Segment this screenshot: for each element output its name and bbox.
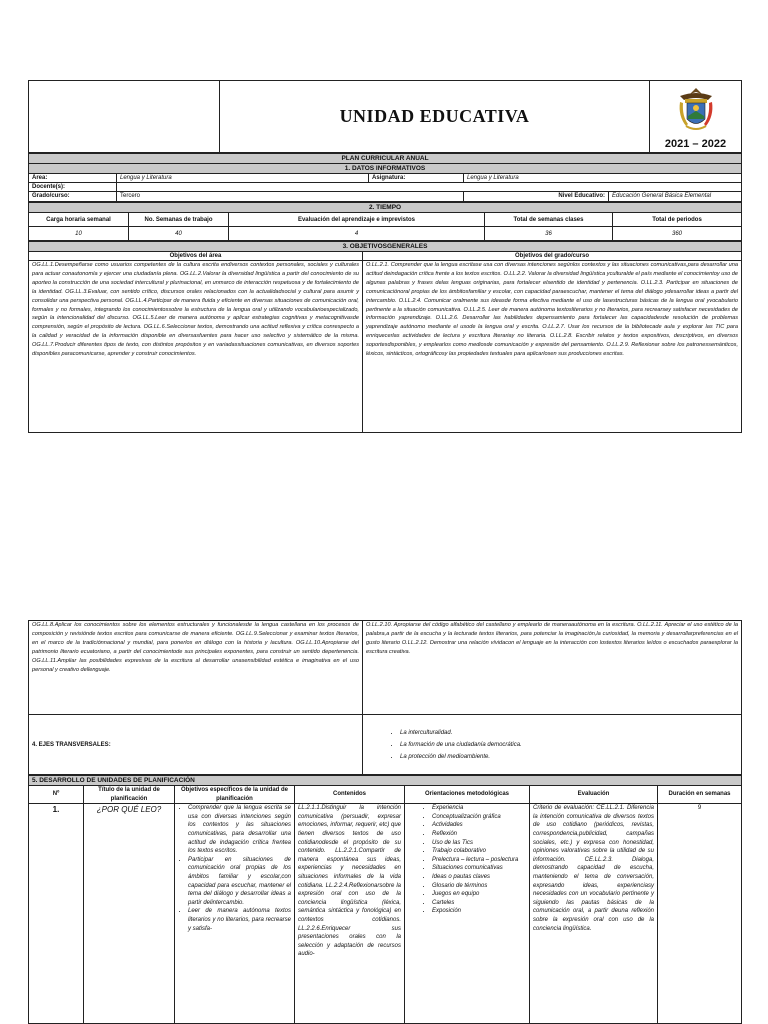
crest-cell [650, 81, 742, 153]
column-header: Evaluación [530, 786, 658, 804]
column-header: Objetivos específicos de la unidad de planificación [175, 786, 295, 804]
objectives-continued-table [28, 620, 742, 775]
column-header: Título de la unidad de planificación [84, 786, 175, 804]
time-table [28, 202, 742, 241]
subject-label: Asignatura: [369, 174, 464, 183]
list-item: • La formación de una ciudadanía democrática. [400, 739, 738, 751]
list-item: • Carteles [432, 899, 526, 908]
list-item: • Uso de las Tics [432, 839, 526, 848]
page-two [28, 620, 741, 1024]
list-item: • Experiencia [432, 804, 526, 813]
list-item: • Trabajo colaborativo [432, 847, 526, 856]
plan-title: PLAN CURRICULAR ANUAL [29, 154, 742, 164]
area-value: Lengua y Literatura [117, 174, 369, 183]
school-year: 2021 – 2022 [664, 137, 727, 150]
unit-title: ¿POR QUÉ LEO? [84, 804, 175, 1024]
column-header: Nº [29, 786, 84, 804]
school-name: UNIDAD EDUCATIVA [220, 81, 650, 153]
list-item: • Ideas o pautas claves [432, 873, 526, 882]
unit-objectives [175, 804, 295, 1024]
time-value: 36 [485, 227, 613, 241]
list-item: • Situaciones comunicativas [432, 864, 526, 873]
list-item: • Participar en situaciones de comunicación oral propias de los ámbitos familiar y escolar,con capacidad para escuchar, mantener el tema del diálogo y desarrollar ideas a partir delintercambio. [188, 856, 291, 908]
teacher-value [117, 183, 742, 192]
grade-value: Tercero [117, 192, 464, 202]
section-1-title: 1. DATOS INFORMATIVOS [29, 164, 742, 174]
level-label: Nivel Educativo: [464, 192, 609, 202]
unit-duration: 9 [658, 804, 742, 1024]
grade-objectives-header: Objetivos del grado/curso [363, 252, 742, 261]
list-item: • Glosario de términos [432, 882, 526, 891]
column-header: Duración en semanas [658, 786, 742, 804]
logo-cell [29, 81, 220, 153]
time-header: Total de semanas clases [485, 213, 613, 227]
list-item: • La interculturalidad. [400, 727, 738, 739]
time-value: 360 [613, 227, 742, 241]
time-header: Evaluación del aprendizaje e imprevistos [229, 213, 485, 227]
objectives-table [28, 241, 742, 433]
time-header: No. Semanas de trabajo [129, 213, 229, 227]
list-item: • Prelectura – lectura – poslectura [432, 856, 526, 865]
transversal-list [363, 715, 742, 775]
section-5-title: 5. DESARROLLO DE UNIDADES DE PLANIFICACIÓN [29, 776, 742, 786]
area-label: Área: [29, 174, 117, 183]
grade-label: Grado/curso: [29, 192, 117, 202]
coat-of-arms-icon [676, 86, 716, 136]
time-header: Total de periodos [613, 213, 742, 227]
teacher-label: Docente(s): [29, 183, 117, 192]
methodology-list [405, 804, 530, 1024]
level-value: Educación General Básica Elemental [609, 192, 742, 202]
unit-number: 1. [29, 804, 84, 1024]
unit-contents: LL.2.1.1.Distinguir la intención comunicativa (persuadir, expresar emociones, informar, requerir, etc) que tienen diversos textos de uso cotidianodesde el propósito de su contenido. LL.2.2.1.Compartir de manera espontánea sus ideas, experiencias y necesidades en situaciones informales de la vida cotidiana. LL.2.2.4.Reflexionarsobre la expresión oral con uso de la conciencia lingüística (léxica, semántica sintáctica y fonológica) en contextos cotidianos. LL.2.2.6.Enriquecer sus presentaciones orales con la selección y adaptación de recursos audio- [295, 804, 405, 1024]
area-objectives-text: OG.LL.1.Desempeñarse como usuarios competentes de la cultura escrita endiversos contextos personales, sociales y culturales para actuar conautonomía y ejercer una ciudadanía plena. OG.LL.2.Valorar la diversidad lingüística a partir del conocimiento de su aporteo la construcción de una sociedad intercultural y plurinacional, en unmarco de interacción respetuosa y de fortalecimiento de la identidad. OG.LL.3.Evaluar, con sentido crítico, discursos orales relacionados con la actualidadsocial y cultural para asumir y consolidar una perspectiva personal. OG.LL.4.Participar de manera fluida y eficiente en diversas situaciones de comunicación oral, formales y no formales, integrando los conocimientossobre la estructura de la lengua oral y utilizando vocabularioespecializado, según la intencionalidad del discurso. OG.LL.5.Leer de manera autónoma y aplicar estrategias cognitivas y metacognitivasde comprensión, según el propósito de lectura. OG.LL.6.Seleccionar textos, demostrando una actitud reflexiva y crítica conrespecto a la calidad y veracidad de la información disponible en diversasfuentes para hacer uso selectivo y sistemático de la misma. OG.LL.7.Producir diferentes tipos de texto, con distintos propósitos y en variadassituaciones comunicativas, en diversos soportes disponibles paracomunicarse, aprender y construir conocimientos. [29, 261, 363, 433]
column-header: Contenidos [295, 786, 405, 804]
grade-objectives-text-continued: O.LL.2.10. Apropiarse del código alfabético del castellano y emplearlo de maneraautónoma en la escritura. O.LL.2.11. Apreciar el uso estético de la palabra,a partir de la escucha y la lecturade textos literarios, para potenciar la imaginación,la curiosidad, la memoria y desarrollarpreferencias en el gusto literario O.LL.2.12. Demostrar una relación vívidacon el lenguaje en la interacción con lostextos literarios leídos o escuchados paraexplorar la escritura creativa. [363, 621, 742, 715]
list-item: • Actividades [432, 821, 526, 830]
list-item: • Juegos en equipo [432, 890, 526, 899]
list-item: • Exposición [432, 907, 526, 916]
column-header: Orientaciones metodológicas [405, 786, 530, 804]
list-item: • La protección del medioambiente. [400, 751, 738, 763]
page-one [28, 80, 741, 433]
section-3-title: 3. OBJETIVOSGENERALES [29, 242, 742, 252]
time-value: 40 [129, 227, 229, 241]
list-item: • Conceptualización gráfica [432, 813, 526, 822]
section-2-title: 2. TIEMPO [29, 203, 742, 213]
header-table [28, 80, 742, 153]
time-value: 4 [229, 227, 485, 241]
plan-info-table [28, 153, 742, 202]
subject-value: Lengua y Literatura [464, 174, 742, 183]
unit-evaluation: Criterio de evaluación: CE.LL.2.1. Diferencia la intención comunicativa de diversos textos de uso cotidiano (periódicos, revistas, correspondencia,publicidad, campañas sociales, etc.) y expresa con honestidad, opiniones valorativas sobre la utilidad de su información. CE.LL.2.3. Dialoga, demostrando capacidad de escucha, manteniendo el tema de conversación, expresando ideas, experienciasy necesidades con un vocabulario pertinente y siguiendo las pautas básicas de la comunicación oral, a partir deuna reflexión sobre la expresión oral con uso de la conciencia lingüística. [530, 804, 658, 1024]
area-objectives-header: Objetivos del área [29, 252, 363, 261]
development-table [28, 775, 742, 1024]
list-item: • Leer de manera autónoma textos literarios y no literarios, para recrearse y satisfa- [188, 907, 291, 933]
area-objectives-text-continued: OG.LL.8.Aplicar los conocimientos sobre los elementos estructurales y funcionalesde la lengua castellana en los procesos de composición y revisiónde textos escritos para comunicarse de manera eficiente. OG.LL.9.Seleccionar y examinar textos literarios, en el marco de la tradiciónnacional y mundial, para ponerlos en diálogo con la historia y lacultura. OG.LL.10.Apropiarse del patrimonio literario ecuatoriano, a partir del conocimientode sus principales exponentes, para construir un sentido depertenencia. OG.LL.11.Ampliar las posibilidades expresivas de la escritura al desarrollar unasensibilidad estética e imaginativa en el uso personal y creativo dellenguaje. [29, 621, 363, 715]
list-item: • Comprender que la lengua escrita se usa con diversas intenciones según los contextos y las situaciones comunicativas, para desarrollar una actitud de indagación crítica frentea los textos escritos. [188, 804, 291, 856]
transversal-label: 4. EJES TRANSVERSALES: [29, 715, 363, 775]
list-item: • Reflexión [432, 830, 526, 839]
grade-objectives-text: O.LL.2.1. Comprender que la lengua escritase usa con diversas intenciones segúnlos contextos y las situaciones comunicativas,para desarrollar una actitud deindagación crítica frente a los textos escritos. O.LL.2.2. Valorar la diversidad lingüística yculturalde el país mediante el conocimientoy uso de algunas palabras y frases delas lenguas originarias, para fortalecer elsentido de identidad y pertenencia. O.LL.2.3. Participar en situaciones de comunicaciónoral propias de los ámbitosfamiliar y escolar, con capacidad paraescuchar, mantener el tema del diálogo ydesarrollar ideas a partir del intercambio. O.LL.2.4. Comunicar oralmente sus ideasde forma efectiva mediante el uso de lasestructuras básicas de la lengua oral yvocabulario pertinente a la situación comunicativa. O.LL.2.5. Leer de manera autónoma textosliterarios y no literarios, para recrearsey satisfacer necesidades de información yaprendizaje. O.LL.2.6. Desarrollar las habilidades depensamiento para fortalecer las capacidadesde resolución de problemas yaprendizaje autónomo mediante el usode la lengua oral y escrita. O.LL.2.7. Usar los recursos de la bibliotecade aula y explorar las TIC para enriquecerlas actividades de lectura y escritura literariay no literaria. O.LL.2.8. Escribir relatos y textos expositivos, descriptivos, en diversos soportesdisponibles, y emplearlos como mediosde comunicación y expresión del pensamiento. O.LL.2.9. Reflexionar sobre los patronessemánticos, léxicos, sintácticos, ortográficosy las propiedades textuales para aplicarlosen sus producciones escritas. [363, 261, 742, 433]
time-value: 10 [29, 227, 129, 241]
time-header: Carga horaria semanal [29, 213, 129, 227]
